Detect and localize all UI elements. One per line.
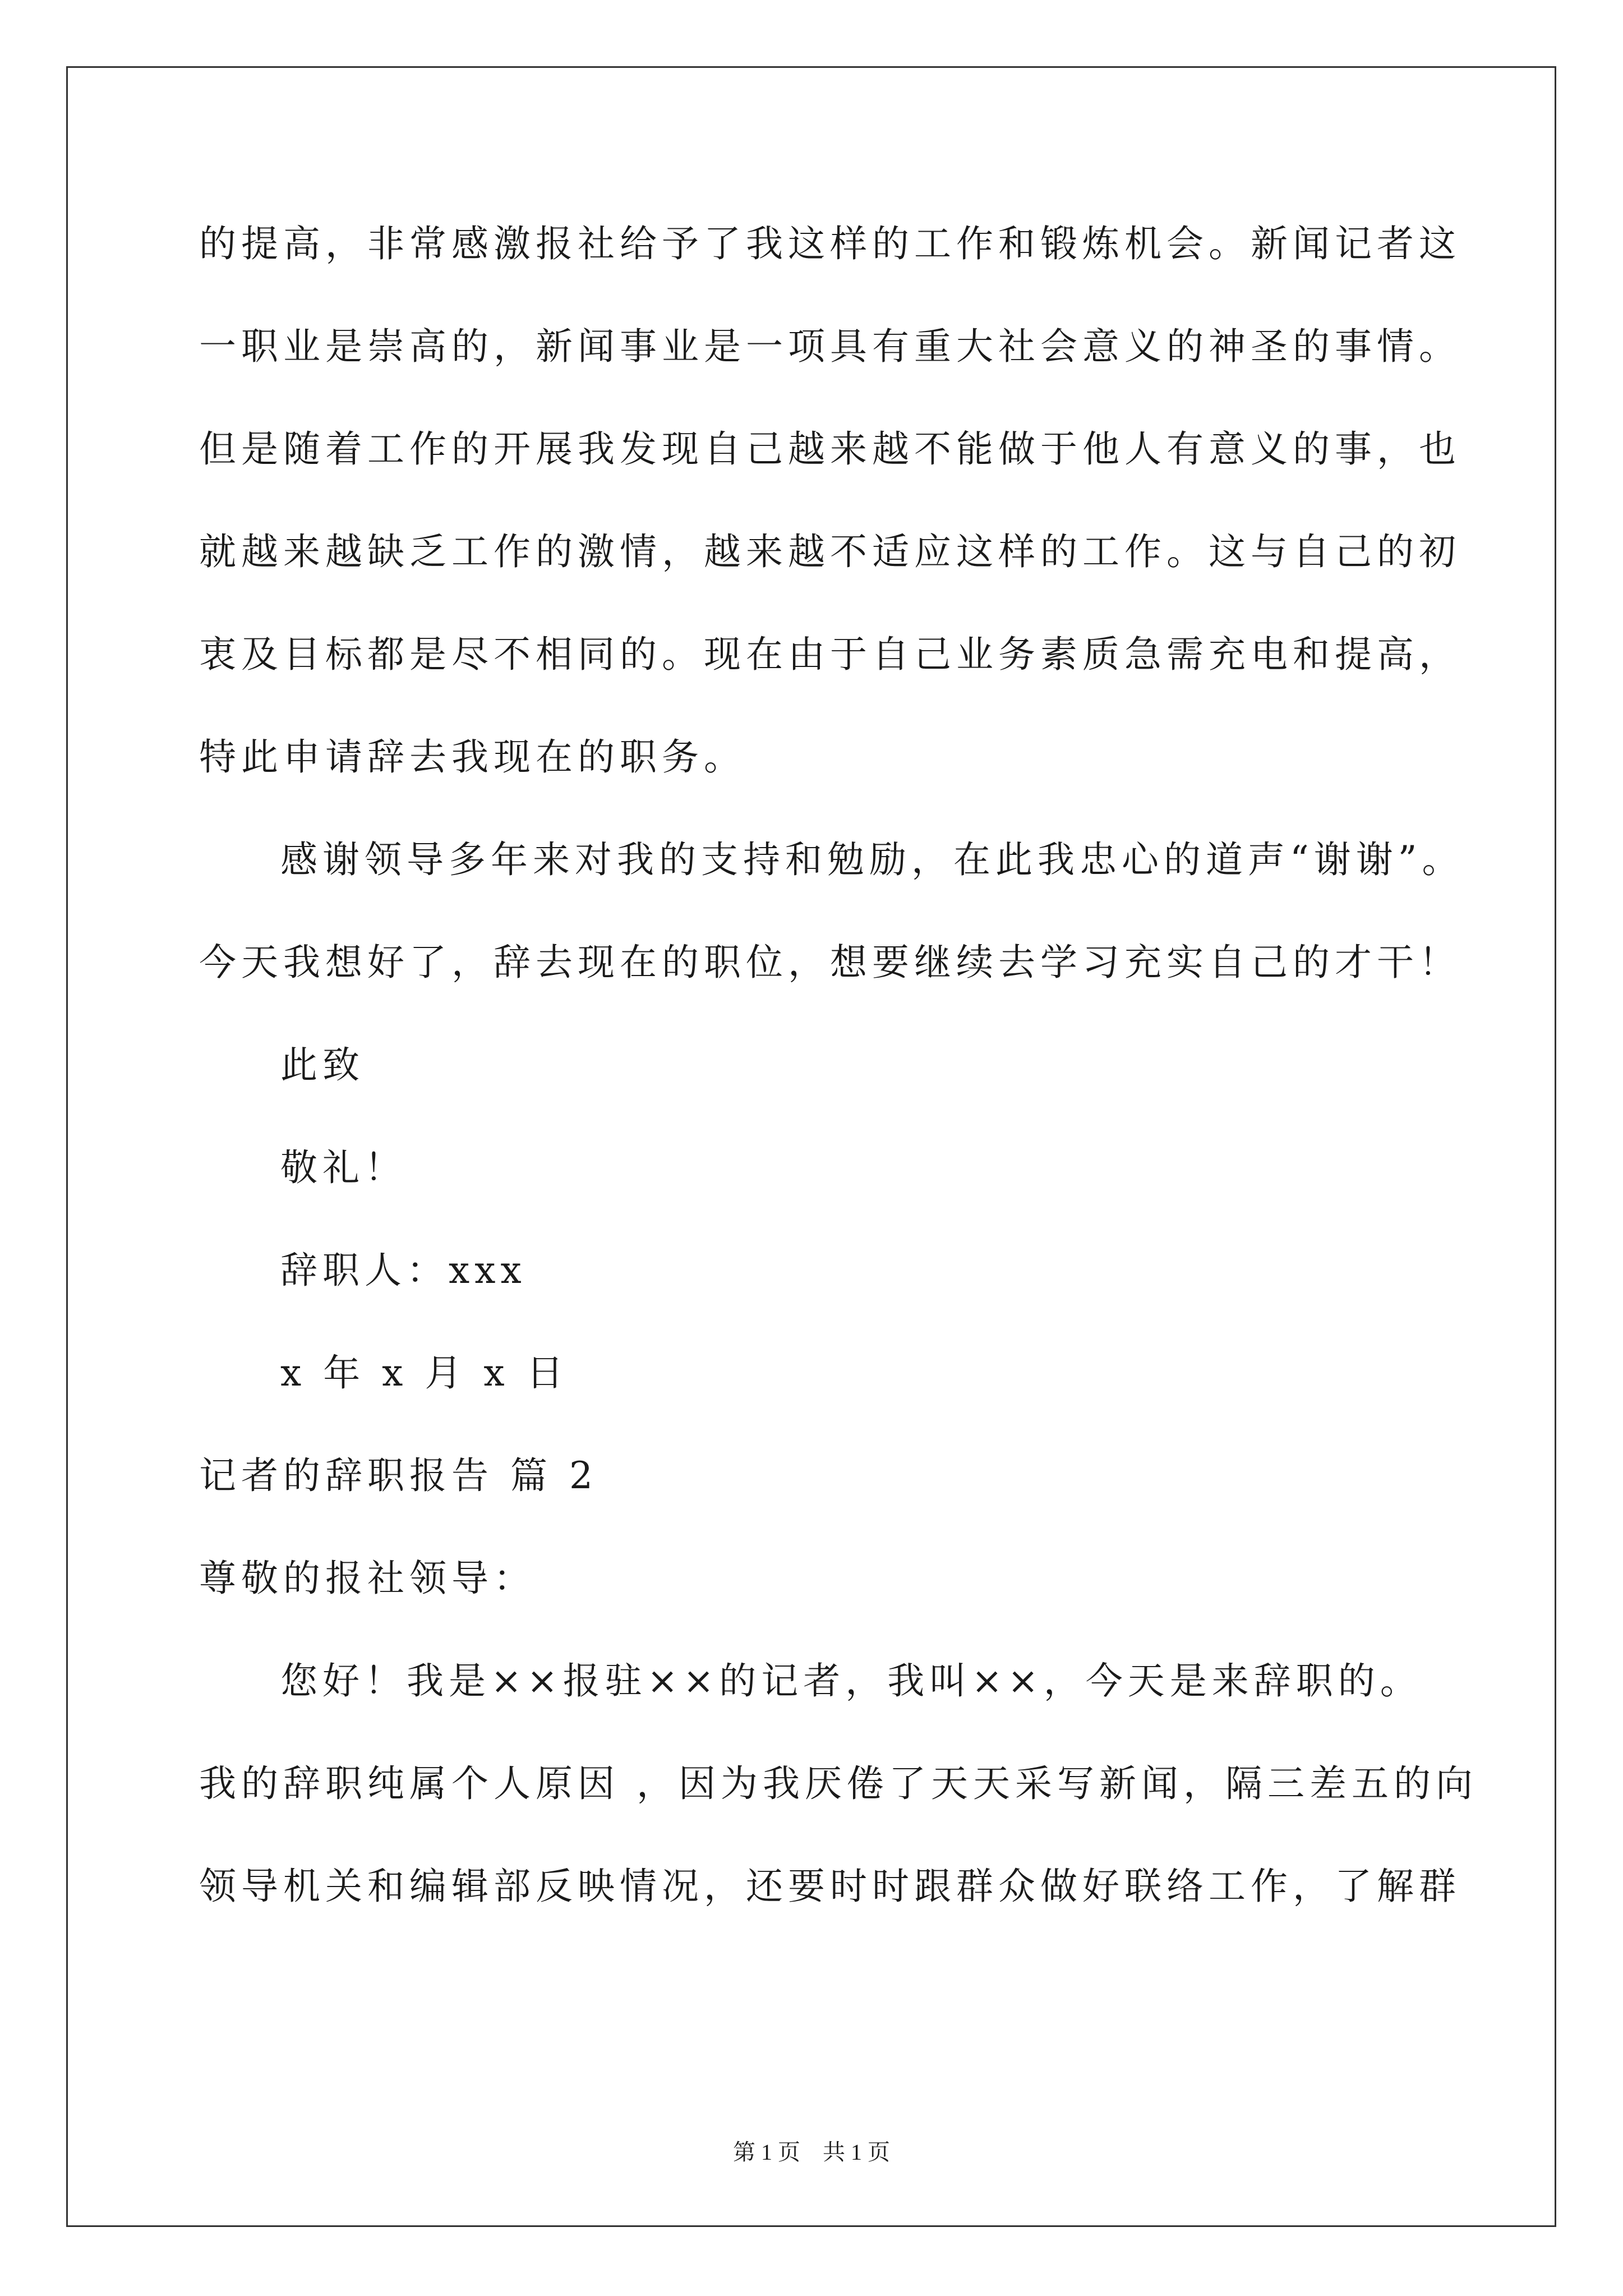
- paragraph-first-line: 感谢领导多年来对我的支持和勉励，在此我忠心的道声“谢谢”。: [280, 838, 1464, 881]
- body-text-line: 但是随着工作的开展我发现自己越来越不能做于他人有意义的事，也: [199, 427, 1461, 471]
- letter-greeting: 尊敬的报社领导：: [199, 1557, 536, 1600]
- paragraph-first-line: 您好！我是××报驻××的记者，我叫××，今天是来辞职的。: [280, 1659, 1422, 1703]
- date-line: x 年 x 月 x 日: [280, 1351, 569, 1395]
- body-text-line: 特此申请辞去我现在的职务。: [199, 735, 746, 779]
- body-text-line: 领导机关和编辑部反映情况，还要时时跟群众做好联络工作，了解群: [199, 1865, 1461, 1908]
- body-text-line: 就越来越缺乏工作的激情，越来越不适应这样的工作。这与自己的初: [199, 530, 1461, 573]
- closing-salutation: 此致: [280, 1043, 365, 1087]
- body-text-line: 的提高，非常感激报社给予了我这样的工作和锻炼机会。新闻记者这: [199, 222, 1461, 265]
- page-number-footer: 第 1 页 共 1 页: [733, 2139, 890, 2165]
- section-heading: 记者的辞职报告 篇 2: [199, 1454, 598, 1497]
- body-text-line: 一职业是崇高的，新闻事业是一项具有重大社会意义的神圣的事情。: [199, 325, 1461, 368]
- closing-regards: 敬礼！: [280, 1146, 407, 1189]
- body-text-line: 衷及目标都是尽不相同的。现在由于自己业务素质急需充电和提高，: [199, 633, 1461, 676]
- signature-line: 辞职人：xxx: [280, 1249, 527, 1292]
- body-text-line: 今天我想好了，辞去现在的职位，想要继续去学习充实自己的才干！: [199, 941, 1461, 984]
- body-text-line: 我的辞职纯属个人原因 ，因为我厌倦了天天采写新闻，隔三差五的向: [199, 1762, 1478, 1805]
